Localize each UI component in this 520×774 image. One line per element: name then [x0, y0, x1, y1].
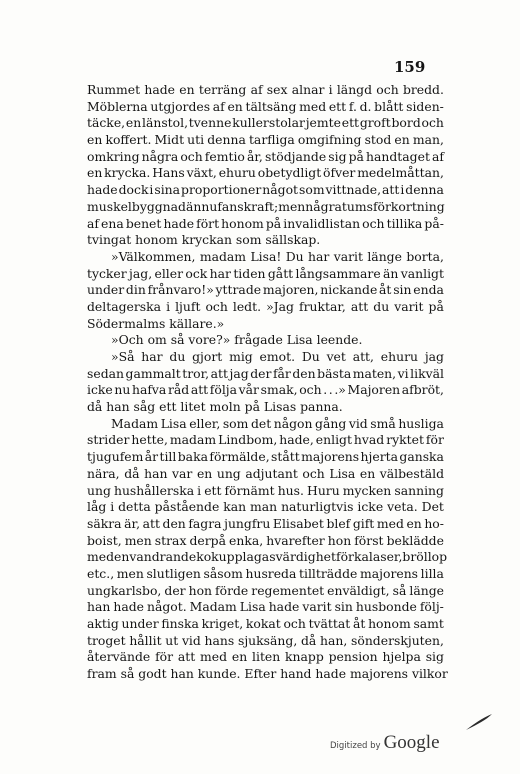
- quill-mark-icon: [464, 712, 494, 732]
- text-line: med en vandrande kokupplagas värdighet för kalaser, bröllop: [87, 549, 448, 565]
- text-line: hade dock i sina proportioner något som vittnade, att i denna: [87, 182, 444, 198]
- body-text: [87, 82, 448, 683]
- text-line: icke nu hafva råd att följa vår smak, och . . .» Majoren afbröt,: [87, 382, 444, 398]
- text-line: Rummet hade en terräng af sex alnar i längd och bredd.: [87, 82, 444, 97]
- text-line: deltagerska i ljuft och ledt. »Jag fruktar, att du varit på: [87, 298, 444, 314]
- text-line: ung hushållerska i ett förnämt hus. Huru mycken sanning: [87, 482, 444, 498]
- text-line: en krycka. Hans växt, ehuru obetydligt öfver medelmåttan,: [87, 165, 444, 181]
- text-line: under din frånvaro!» yttrade majoren, nickande åt sin enda: [87, 282, 444, 298]
- text-line: nära, då han var en ung adjutant och Lisa en välbestäld: [87, 465, 444, 481]
- text-line: en koffert. Midt uti denna tarfliga omgifning stod en man,: [87, 132, 444, 148]
- text-line: återvände för att med en liten knapp pension hjelpa sig: [87, 649, 444, 665]
- page-number: 159: [394, 58, 426, 76]
- text-line: låg i detta påstående kan man naturligtvis icke veta. Det: [87, 499, 444, 515]
- text-line: då han såg ett litet moln på Lisas panna.: [87, 399, 343, 415]
- text-line: muskelbyggnad ännu fans kraft; men några tums förkortning: [87, 198, 445, 214]
- text-line: fram så godt han kunde. Efter hand hade majorens vilkor: [87, 666, 448, 682]
- text-line: »Välkommen, madam Lisa! Du har varit länge borta,: [111, 248, 444, 264]
- text-line: omkring några och femtio år, stödjande sig på handtaget af: [87, 148, 444, 164]
- digitized-by-google-watermark: [330, 732, 440, 754]
- text-line: han hade något. Madam Lisa hade varit sin husbonde följ-: [87, 599, 444, 615]
- text-line: boist, men strax derpå enka, hvarefter hon först beklädde: [87, 532, 444, 548]
- text-line: tjugufem år till baka förmälde, stått majorens hjerta ganska: [87, 449, 444, 465]
- text-line: Madam Lisa eller, som det någon gång vid små husliga: [111, 415, 444, 431]
- text-line: tycker jag, eller ock har tiden gått långsammare än vanligt: [87, 265, 444, 281]
- text-line: tvingat honom kryckan som sällskap.: [87, 232, 321, 248]
- watermark-prefix: Digitized by: [330, 741, 381, 751]
- text-line: sedan gammalt tror, att jag der får den bästa maten, vi likväl: [87, 365, 444, 381]
- text-line: af ena benet hade fört honom på invalidlistan och tillika på-: [87, 215, 444, 231]
- text-line: troget hållit ut vid hans sjuksäng, då han, sönderskjuten,: [87, 632, 444, 648]
- text-line: aktig under finska kriget, kokat och tvättat åt honom samt: [87, 616, 444, 631]
- text-line: Södermalms källare.»: [87, 315, 225, 331]
- text-line: »Så har du gjort mig emot. Du vet att, ehuru jag: [111, 349, 444, 364]
- text-line: Möblerna utgjordes af en tältsäng med ett f. d. blått siden-: [87, 98, 444, 114]
- text-line: strider hette, madam Lindbom, hade, enligt hvad ryktet för: [87, 432, 444, 448]
- text-line: ungkarlsbo, der hon förde regementet enväldigt, så länge: [87, 582, 444, 598]
- text-line: säkra är, att den fagra jungfru Elisabet blef gift med en ho-: [87, 515, 444, 531]
- text-line: »Och om så vore?» frågade Lisa leende.: [111, 332, 363, 348]
- text-line: täcke, en länstol, tvenne kullerstolar jemte ett groft bord och: [87, 115, 444, 131]
- google-logo: Google: [383, 732, 440, 753]
- text-line: etc., men slutligen såsom husreda tillträdde majorens lilla: [87, 565, 444, 581]
